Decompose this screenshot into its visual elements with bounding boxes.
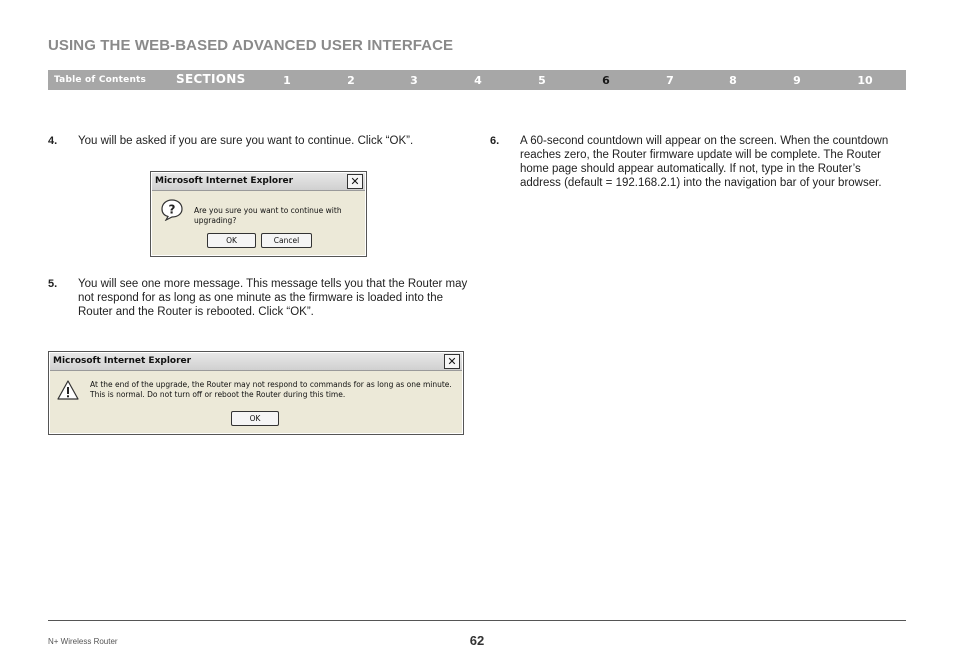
dialog-message: Are you sure you want to continue with upgrading? [194,206,342,225]
nav-section-6[interactable]: 6 [602,74,610,87]
dialog-title: Microsoft Internet Explorer [155,176,294,186]
page-number: 62 [469,633,485,648]
cancel-button[interactable]: Cancel [261,233,312,248]
step-5-number: 5. [48,278,58,290]
step-6-number: 6. [490,135,500,147]
table-of-contents-link[interactable]: Table of Contents [54,75,147,85]
confirm-upgrade-dialog [150,171,367,257]
nav-section-5[interactable]: 5 [538,74,546,87]
close-icon[interactable]: ✕ [444,354,460,369]
footer-product-name: N+ Wireless Router [48,637,118,646]
svg-text:?: ? [168,202,176,217]
dialog-title: Microsoft Internet Explorer [53,356,192,366]
nav-section-2[interactable]: 2 [347,74,355,87]
page-title: USING THE WEB-BASED ADVANCED USER INTERFACE [48,37,454,54]
sections-label: SECTIONS [176,72,246,86]
dialog-message: At the end of the upgrade, the Router may not respond to commands for as long as one minute. This is normal. Do not turn off or reboot the Router during this time. [90,380,452,399]
ok-button[interactable]: OK [231,411,279,426]
nav-section-8[interactable]: 8 [729,74,737,87]
footer-divider [48,620,906,621]
upgrade-notice-dialog [48,351,464,435]
nav-section-10[interactable]: 10 [857,74,873,87]
ok-button[interactable]: OK [207,233,256,248]
dialog-titlebar [50,353,462,371]
warning-icon [57,379,79,401]
section-navbar [48,70,906,90]
dialog-titlebar [152,173,365,191]
nav-section-9[interactable]: 9 [793,74,801,87]
nav-section-1[interactable]: 1 [283,74,291,87]
nav-section-3[interactable]: 3 [410,74,418,87]
question-icon [161,199,183,221]
nav-section-4[interactable]: 4 [474,74,482,87]
close-icon[interactable]: ✕ [347,174,363,189]
step-5-text: You will see one more message. This message tells you that the Router may not respond for as long as one minute as the firmware is loaded into the Router and the Router is rebooted. Click “OK”. [78,278,468,318]
step-4-text: You will be asked if you are sure you want to continue. Click “OK”. [78,135,414,147]
step-6-text: A 60-second countdown will appear on the screen. When the countdown reaches zero, the Router firmware update will be complete. The Router home page should appear automatically. If not, type in the Router’s address (default = 192.168.2.1) into the navigation bar of your browser. [520,135,889,189]
step-4-number: 4. [48,135,58,147]
nav-section-7[interactable]: 7 [666,74,674,87]
